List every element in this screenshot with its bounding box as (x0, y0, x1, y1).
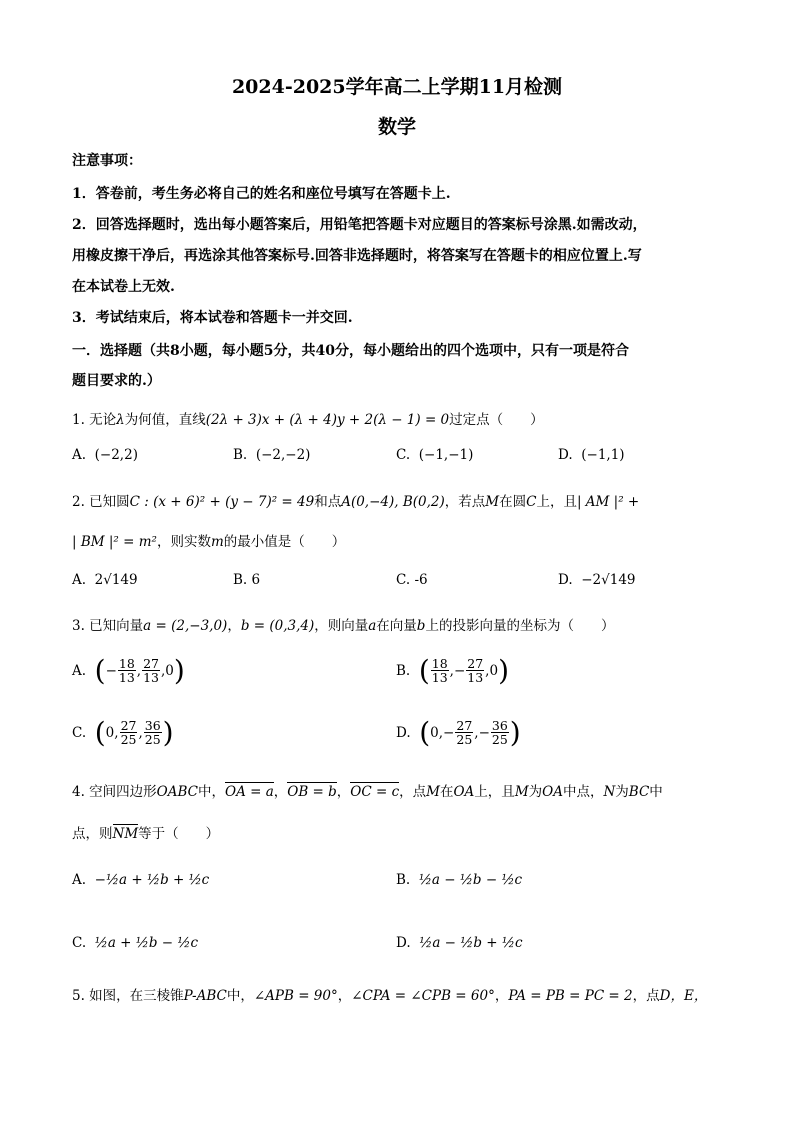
q2-option-d[interactable] (558, 572, 636, 588)
option-label: C. (72, 935, 87, 951)
option-label: D. (396, 724, 411, 741)
q2-text: 在圆 (499, 494, 527, 510)
q4-vector-oc: OC = c (350, 784, 400, 800)
q3-text: 3. 已知向量 (72, 618, 144, 634)
q1-option-b[interactable] (233, 447, 310, 463)
option-value: −½a + ½b + ½c (94, 872, 210, 888)
q2-option-c[interactable] (396, 572, 428, 588)
option-value: (−1,−1) (418, 447, 474, 463)
q3-option-c[interactable]: C. ( 0, $\frac{27}{25}$ , $\frac{36}{25}$ ) (72, 716, 174, 749)
fraction: $\frac{36}{25}$ (144, 717, 161, 747)
option-value: 2√149 (94, 572, 138, 588)
section-heading-cont: 题目要求的.） (72, 373, 161, 389)
notes-item-1: 1．答卷前，考生务必将自己的姓名和座位号填写在答题卡上. (72, 186, 451, 202)
q4-m: M (514, 784, 529, 800)
q2-text: ，若点 (444, 494, 486, 510)
q3-text: 上的投影向量的坐标为（ ） (425, 618, 615, 634)
option-label: C. (396, 447, 411, 463)
option-label: A. (72, 572, 87, 588)
exam-title: 2024-2025学年高二上学期11月检测 (231, 76, 563, 98)
q4-option-c[interactable] (72, 935, 198, 951)
option-sign: − (105, 662, 117, 679)
option-label: B. (396, 662, 411, 679)
q4-oa: OA (453, 784, 475, 800)
option-label: D. (396, 935, 411, 951)
q4-text: 上，且 (474, 784, 515, 800)
q1-prefix: 1. 无论 (72, 412, 117, 428)
q4-option-a[interactable] (72, 872, 209, 888)
q4-vector-nm: NM (112, 826, 139, 842)
notes-item-2-cont2: 在本试卷上无效. (72, 279, 175, 295)
q5-text: ， (337, 988, 352, 1004)
option-label: A. (72, 662, 87, 679)
question-1 (72, 408, 544, 428)
q4-text: 等于（ ） (138, 826, 220, 842)
q2-option-a[interactable] (72, 572, 138, 588)
option-head: 0, (105, 724, 119, 741)
q2-text: 2. 已知圆 (72, 494, 130, 510)
fraction: $\frac{27}{25}$ (456, 717, 473, 747)
fraction: $\frac{27}{13}$ (467, 655, 484, 685)
question-2-cont (72, 530, 345, 550)
q2-point-m: M (485, 494, 500, 510)
q4-text: 点，则 (72, 826, 113, 842)
q5-angle-apb: ∠APB = 90° (253, 988, 338, 1004)
q4-text: ， (336, 784, 351, 800)
option-label: B. (396, 872, 411, 888)
q1-equation: (2λ + 3)x + (λ + 4)y + 2(λ − 1) = 0 (205, 412, 450, 428)
option-value: (−1,1) (581, 447, 625, 463)
option-tail: ,0 (485, 662, 499, 679)
option-value: ½a − ½b + ½c (419, 935, 523, 951)
option-label: C. (396, 572, 411, 588)
notes-item-3: 3．考试结束后，将本试卷和答题卡一并交回. (72, 310, 353, 326)
q2-bm: | BM |² = m² (72, 534, 157, 550)
option-value: (−2,2) (94, 447, 138, 463)
q5-text: ，点 (632, 988, 660, 1004)
q4-text: 为 (615, 784, 629, 800)
q2-text: 上，且 (536, 494, 577, 510)
option-value: ½a + ½b − ½c (94, 935, 199, 951)
option-label: D. (558, 572, 573, 588)
q5-text: 中， (226, 988, 254, 1004)
fraction: $\frac{36}{25}$ (491, 717, 508, 747)
fraction: $\frac{18}{13}$ (118, 655, 135, 685)
q1-mid: 为何值，直线 (124, 412, 206, 428)
q4-text: ， (273, 784, 288, 800)
q2-option-b[interactable] (233, 572, 260, 588)
option-label: A. (72, 447, 87, 463)
notes-item-2: 2．回答选择题时，选出每小题答案后，用铅笔把答题卡对应题目的答案标号涂黑.如需改动， (72, 217, 647, 233)
q4-option-d[interactable] (396, 935, 523, 951)
q4-text: 中， (198, 784, 225, 800)
option-label: C. (72, 724, 87, 741)
option-sep: ,− (474, 724, 490, 741)
notes-item-2-cont: 用橡皮擦干净后，再选涂其他答案标号.回答非选择题时，将答案写在答题卡的相应位置上.写 (72, 248, 642, 264)
option-sep: , (138, 724, 143, 741)
option-value: -6 (414, 572, 428, 588)
q1-option-c[interactable] (396, 447, 473, 463)
option-label: B. (233, 572, 248, 588)
q4-text: 中点， (562, 784, 604, 800)
question-3 (72, 614, 614, 634)
q5-pabc: P-ABC (183, 988, 227, 1004)
option-value: (−2,−2) (255, 447, 311, 463)
q4-option-b[interactable] (396, 872, 522, 888)
q2-text: 和点 (314, 494, 342, 510)
q2-am: | AM |² + (576, 494, 640, 510)
question-5 (72, 984, 707, 1004)
q1-lambda: λ (116, 412, 125, 428)
section-heading: 一．选择题（共8小题，每小题5分，共40分，每小题给出的四个选项中，只有一项是符合 (72, 343, 629, 359)
option-value: 6 (251, 572, 261, 588)
q3-text: 在向量 (376, 618, 417, 634)
q2-points: A(0,−4), B(0,2) (341, 494, 445, 510)
option-tail: ,0 (161, 662, 174, 679)
q3-option-b[interactable]: B. ( $\frac{18}{13}$ ,− $\frac{27}{13}$ ,0 ) (396, 654, 509, 687)
q5-points-de: D，E， (659, 988, 708, 1004)
q4-text: 为 (528, 784, 543, 800)
q4-text: 中 (649, 784, 663, 800)
q4-vector-ob: OB = b (287, 784, 337, 800)
q4-bc: BC (628, 784, 650, 800)
q4-n: N (603, 784, 616, 800)
q4-text: 4. 空间四边形 (72, 784, 157, 800)
option-sep: ,− (449, 662, 466, 679)
option-value: −2√149 (581, 572, 636, 588)
q2-circle-equation: C : (x + 6)² + (y − 7)² = 49 (129, 494, 315, 510)
q1-option-a[interactable] (72, 447, 138, 463)
q5-angle-cpa: ∠CPA = ∠CPB = 60° (351, 988, 495, 1004)
q3-vector-a: a = (2,−3,0) (143, 618, 228, 634)
q4-oabc: OABC (156, 784, 198, 800)
option-label: B. (233, 447, 248, 463)
q3-option-a[interactable]: A. ( − $\frac{18}{13}$ , $\frac{27}{13}$ ,0 ) (72, 654, 185, 687)
q3-option-d[interactable]: D. ( 0,− $\frac{27}{25}$ ,− $\frac{36}{25}$ ) (396, 716, 521, 749)
q4-m: M (426, 784, 440, 800)
q3-a: a (368, 618, 377, 634)
q1-option-d[interactable] (558, 447, 625, 463)
fraction: $\frac{27}{25}$ (120, 717, 137, 747)
q5-text: ， (494, 988, 509, 1004)
q5-lengths: PA = PB = PC = 2 (508, 988, 633, 1004)
q1-suffix: 过定点（ ） (449, 412, 544, 428)
question-4 (72, 780, 663, 800)
q2-text: 的最小值是（ ） (223, 534, 346, 550)
question-4-cont (72, 822, 219, 842)
q3-b: b (416, 618, 426, 634)
q5-text: 5. 如图，在三棱锥 (72, 988, 184, 1004)
fraction: $\frac{18}{13}$ (431, 655, 448, 685)
q4-vector-oa: OA = a (225, 784, 274, 800)
q3-text: ，则向量 (314, 618, 369, 634)
option-value: ½a − ½b − ½c (418, 872, 523, 888)
q4-oa: OA (542, 784, 563, 800)
q2-circle-c: C (526, 494, 537, 510)
question-2 (72, 490, 639, 510)
q4-text: 在 (439, 784, 454, 800)
fraction: $\frac{27}{13}$ (143, 655, 159, 685)
option-label: D. (558, 447, 573, 463)
notes-heading: 注意事项： (72, 153, 142, 169)
option-head: 0,− (430, 724, 455, 741)
option-label: A. (72, 872, 87, 888)
q2-text: ，则实数 (156, 534, 211, 550)
q3-text: ， (227, 618, 241, 634)
q2-m: m (210, 534, 224, 550)
subject-title: 数学 (377, 116, 416, 138)
option-sep: , (136, 662, 142, 679)
q3-vector-b: b = (0,3,4) (240, 618, 315, 634)
q4-text: ，点 (399, 784, 427, 800)
